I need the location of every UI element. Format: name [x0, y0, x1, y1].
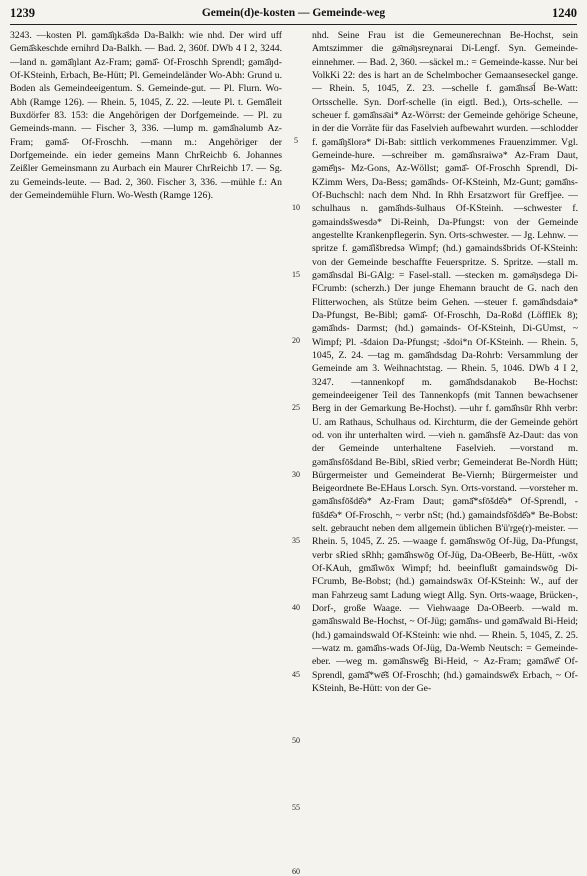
page-header	[10, 4, 577, 24]
line-number: 30	[292, 470, 300, 479]
header-rule	[10, 24, 577, 25]
line-number: 20	[292, 336, 300, 345]
line-number: 60	[292, 867, 300, 876]
page-number-left: 1239	[10, 6, 35, 20]
line-number: 35	[292, 536, 300, 545]
line-number-gutter	[286, 29, 306, 876]
line-number: 50	[292, 736, 300, 745]
line-number: 45	[292, 670, 300, 679]
line-number: 10	[292, 203, 300, 212]
line-number: 55	[292, 803, 300, 812]
line-number: 25	[292, 403, 300, 412]
line-number: 40	[292, 603, 300, 612]
line-number: 5	[294, 136, 298, 145]
page-number-right: 1240	[552, 6, 577, 20]
running-title: Gemein(d)e-kosten — Gemeinde-weg	[201, 7, 386, 19]
entry-paragraph: nhd. Seine Frau ist die Gemeunerechnan Be-Hochst, sein Amtszimmer die gə̄mə̄ŋsreχnərai Di-Lengf. Syn. Gemeinde-einnehmer. — Bad. 2, 360. —säckel m.: = Gemeinde-kasse. Nur bei VolkKi 22: des is hart an de Schelmbocher Gemaanseseckel gange. — Rhein. 5, 1045, Z. 23. —schelle f. gəmā̂nsə̄ĺ Be-Watt: Ortsschelle. Syn. Dorf-schelle (in eigtl. Bed.), Orts-schelle. —scheuer f. gəmā̂nsə̄ai* Az-Wörrst: der Gemeinde gehörige Scheune, in der die Vorräte für das Faselvieh aufbewahrt wurden. —schlodder f. gəmā̂ŋšlorə* Di-Bab: sittlich verkommenes Frauenzimmer. Vgl. Gemeinde-hure. —schreiber m. gəmā̂nsraiwə* Az-Fram Daut, gəmē̂ŋs- Mz-Gons, Az-Wöllst; gəmā̂- Of-Froschh Sprendl, Di-KZimm Wers, Da-Bess; gəmā̂nds- Of-KSteinh, Mz-Gunt; gəmā̂ns- Of-Buchschl: nach dem Nhd. In Rhh Ersatzwort für Greffjee. —schulhaus n. gəmā̂nds-šulhaus Of-KSteinh. —schwester f. gəmaindsšwesdə* Di-Reinh, Da-Pfungst: von der Gemeinde angestellte Krankenpflegerin. Syn. Orts-schwester. — Jg. Lehnw. —spritze f. gəmā̂išbredsə Wimpf; (hd.) gəmaindsšbrids Of-KSteinh: von der Gemeinde beschaffte Feuerspritze. S. Spritze. —stall m. gəmā̂nsdal Bi-GAlg: = Fasel-stall. —stecken m. gəmə̄ŋsdegə Di-FCrumb: (scherzh.) Der junge Ehemann braucht de G. nach den Flitterwochen, als Stütze beim Gehen. —steuer f. gəmā̂ndsdaiə* Da-Pfungst, Be-Bibl; gəmā̂- Of-Froschh, Da-Roßd (LöfflEk 8); gəmā̂nds- Darmst; (hd.) gəmainds- Of-KSteinh, Di-GUmst, ~ Wimpf; Pl. -šdaion Da-Pfungst; -šdoi*n Of-KSteinh. — Rhein. 5, 1045, Z. 24. —tag m. gəmā̂ndsdag Da-Rohrb: Versammlung der Gemeinde am 3. Weihnachtstag. — Rhein. 5, 1046. DWb 4 I 2, 3247. —tannenkopf m. gəmā̂ndsdanakob Be-Hochst: gemeindeeigener Teil des Tannenkopfs (mit Tannen bewachsener Berg in der Gemarkung Be-Hochst). —uhr f. gəmā̂nsūr Rhh verbr: U. am Rathaus, Schulhaus od. Kirchturm, die der Gemeinde gehört od. von ihr unterhalten wird. —vieh n. gəmā̂nsfē Az-Daut: das von der Gemeinde unterhaltene Faselvieh. —vorstand m. gəmā̂nsfōšdand Be-Bibl, sRied verbr; Gemeinderat Be-Nordh Hütt; Bürgermeister und Gemeinderat Be-Viernh; Bürgermeister und Beigeordnete Be-EHaus Lorsch. Syn. Orts-vorstand. —vorsteher m. gəmā̂nsfōšdē̂ə* Az-Fram Daut; gəmā̂*sfōšdē̂ə* Of-Sprendl, -fūšdē̂ə* Of-Froschh, ~ verbr nSt; (hd.) gəmaindsfōšdē̂ə* Be-Bobst: selt. gebraucht neben dem allgemein üblichen B'ü'rge(r)-meister. — Rhein. 5, 1045, Z. 25. —waage f. gəmā̂nswōg Of-Jüg, Da-Pfungst, verbr sRied sRhh; gəmā̂nswōg Of-Jüg, Da-OBeerb, Be-Hütt, -wōx Of-KAuh, gmā̂iwōx Wimpf; hd. beeinflußt gəmaindswōg Di-FCrumb, Be-Bobst; (hd.) gəmaindswāx Of-KSteinh: W., auf der man Fahrzeug samt Ladung wiegt Allg. Syn. Orts-waage, Brücken-, Dorf-, große Waage. — Viehwaage Da-OBeerb. —wald m. gəmā̂nswald Be-Hochst, ~ Of-Jüg; gəmā̂ns- und gəmā̂wald Bi-Heid; (hd.) gəmaindswald Of-KSteinh: wie nhd. — Rhein. 5, 1045, Z. 25. —watz m. gəmā̂ns-wads Of-Jüg, Da-Wemb Neutsch: = Gemeinde-eber. —weg m. gəmā̂nswē̂g Bi-Heid, ~ Az-Fram; gəmā̂wē̂ Of-Sprendl, gəmā̂*wē̂š Of-Froschh; (hd.) gəmaindswē̂x Erbach, ~ Of-KSteinh, Be-Hütt: von der Ge-	[312, 30, 578, 695]
entry-paragraph: 3243. —kosten Pl. gəmā̂ŋkə̄ŝdə Da-Balkh: wie nhd. Der wird uff Gemā̂skeschde ernihrd Da-Balkh. — Bad. 2, 360f. DWb 4 I 2, 3244. —land n. gəmā̂ŋlant Az-Fram; gəmā̂- Of-Froschh Sprendl; gəmā̂ŋd- Of-KSteinh, Erbach, Be-Hütt; Pl. Gemeindeländer Wo-Abh: Grund u. Boden als Gemeindeeigentum. S. Gemeinde-gut. — Pl. Flurn. Wo-Abh (Ramge 126). — Rhein. 5, 1045, Z. 22. —leute Pl. t. Gemā̂leit Buxdörfer 83. 153: die Angehörigen der Dorfgemeinde. — Pl. zu Gemeinds-mann. — Fischer 3, 336. —lump m. gəmā̂nəlumb Az-Fram; gəmā̂- Of-Froschh. —mann m.: Angehöriger der Dorfgemeinde. ein ieder gemeins Mann ChrReichb 6. Johannes Zeißler Gemeinsmann zu Aurbach ein Maurer ChrReichb 17. — Sg. zu Gemeinds-leute. — Bad. 2, 360. Fischer 3, 336. —mühle f.: An der Gemeindemühle Flurn. Wo-Westh (Ramge 126).	[10, 30, 282, 201]
right-column	[312, 29, 578, 867]
left-column	[10, 29, 282, 867]
line-number: 15	[292, 270, 300, 279]
